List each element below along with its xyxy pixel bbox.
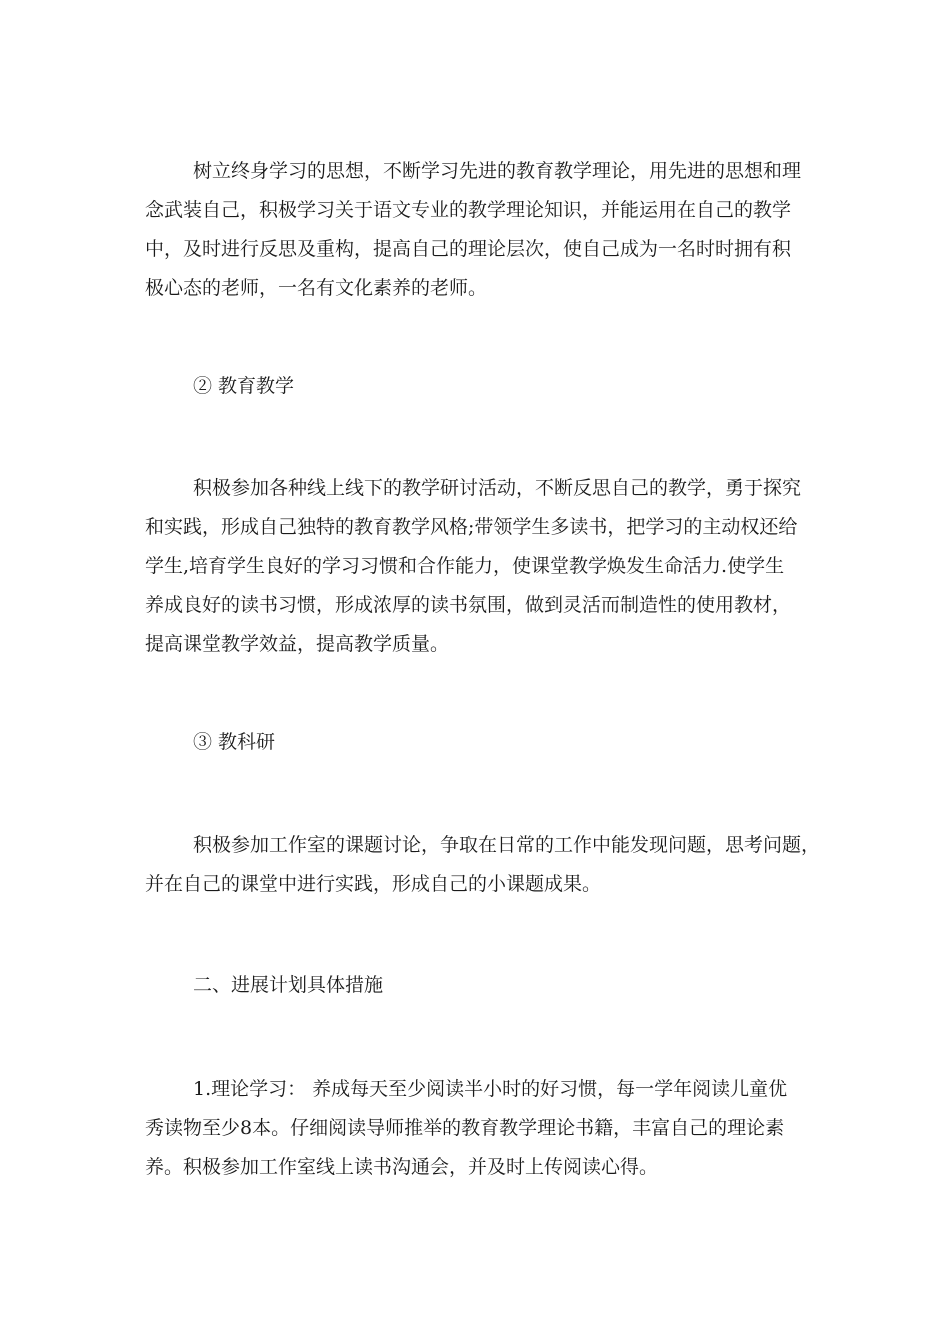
paragraph-line: 积极参加工作室的课题讨论，争取在日常的工作中能发现问题，思考问题， <box>193 834 821 856</box>
paragraph-line: 养成良好的读书习惯，形成浓厚的读书氛围，做到灵活而制造性的使用教材， <box>145 594 792 616</box>
paragraph-line: 树立终身学习的思想，不断学习先进的教育教学理论，用先进的思想和理 <box>193 160 802 182</box>
paragraph-line: 积极参加各种线上线下的教学研讨活动，不断反思自己的教学，勇于探究 <box>193 477 802 499</box>
paragraph-line: 极心态的老师，一名有文化素养的老师。 <box>145 277 488 299</box>
paragraph-line: 1.理论学习： 养成每天至少阅读半小时的好习惯，每一学年阅读儿童优 <box>193 1078 788 1100</box>
section-heading-teaching: ② 教育教学 <box>193 375 295 397</box>
paragraph-line: 并在自己的课堂中进行实践，形成自己的小课题成果。 <box>145 873 602 895</box>
paragraph-research <box>145 826 820 904</box>
section-heading-measures: 二、进展计划具体措施 <box>193 974 384 996</box>
paragraph-theory-study <box>145 1070 787 1187</box>
paragraph-line: 秀读物至少8本。仔细阅读导师推举的教育教学理论书籍，丰富自己的理论素 <box>145 1117 785 1139</box>
paragraph-line: 养。积极参加工作室线上读书沟通会，并及时上传阅读心得。 <box>145 1156 659 1178</box>
paragraph-line: 提高课堂教学效益，提高教学质量。 <box>145 633 450 655</box>
paragraph-line: 中，及时进行反思及重构，提高自己的理论层次，使自己成为一名时时拥有积 <box>145 238 792 260</box>
paragraph-teaching <box>145 469 801 664</box>
paragraph-line: 念武装自己，积极学习关于语文专业的教学理论知识，并能运用在自己的教学 <box>145 199 792 221</box>
paragraph-lifelong-learning <box>145 152 801 308</box>
section-heading-research: ③ 教科研 <box>193 731 276 753</box>
paragraph-line: 和实践，形成自己独特的教育教学风格;带领学生多读书，把学习的主动权还给 <box>145 516 798 538</box>
paragraph-line: 学生,培育学生良好的学习习惯和合作能力，使课堂教学焕发生命活力.使学生 <box>145 555 785 577</box>
